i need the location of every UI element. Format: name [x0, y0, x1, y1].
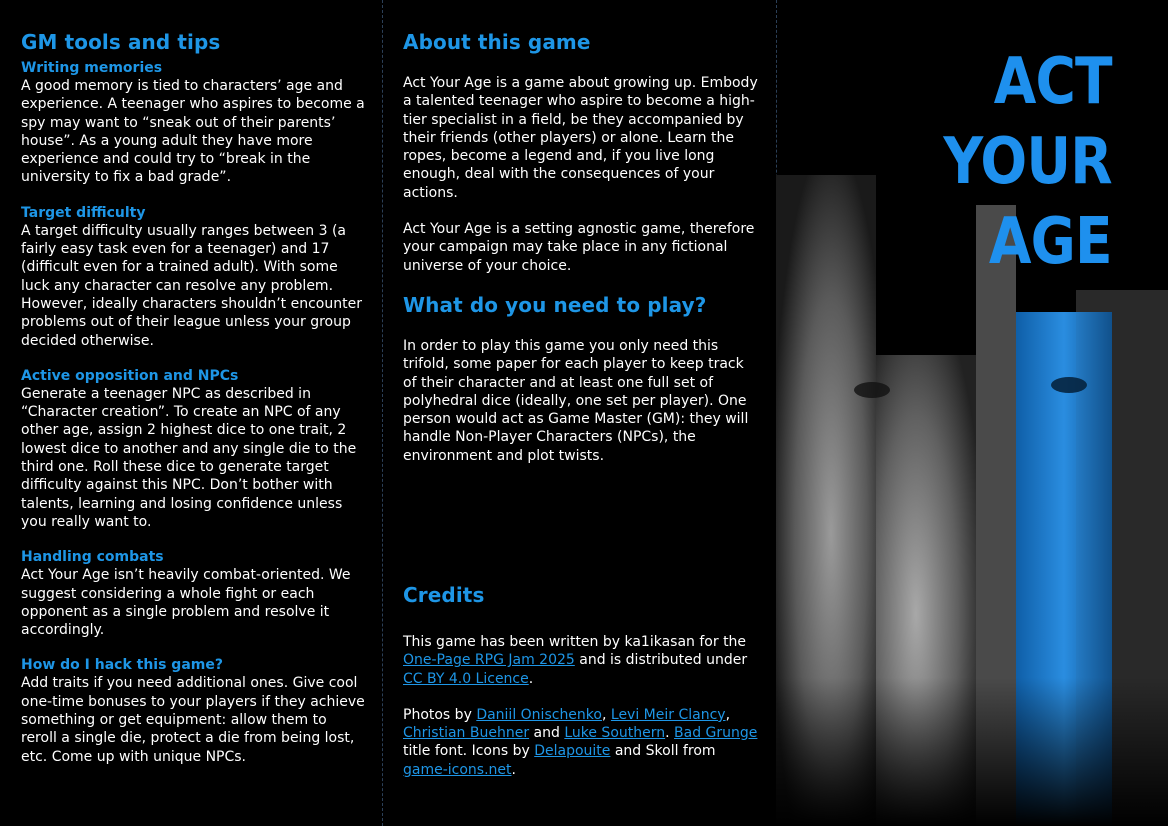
credits-block [403, 633, 759, 779]
credits-title: Credits [403, 583, 485, 607]
about-panel [382, 0, 776, 826]
section-text: Generate a teenager NPC as described in “Character creation”. To create an NPC of any other age, assign 2 highest dice to one trait, 2 lowest dice to another and any single die to the third one. Roll these dice to generate target difficulty against this NPC. Don’t bother with talents, learning and losing confidence unless you really want to. [21, 385, 357, 530]
section-text: Add traits if you need additional ones. Give cool one-time bonuses to your players if they achieve something or get equipment: allow them to reroll a single die, protect a die from being lost, etc. Come up with unique NPCs. [21, 675, 365, 765]
licence-link[interactable]: CC BY 4.0 Licence [403, 670, 529, 687]
photographer-link-onischenko[interactable]: Daniil Onischenko [476, 706, 602, 723]
about-text-1: Act Your Age is a game about growing up. Embody a talented teenager who aspire to become a high-tier specialist in a field, be they accompanied by their friends (other players) or alone. Learn the ropes, become a legend and, if you live long enough, deal with the consequences of your actions. [403, 75, 758, 201]
credits-text-1: This game has been written by ka1ikasan for the One-Page RPG Jam 2025 and is distributed under CC BY 4.0 Licence. [403, 634, 748, 687]
section-heading: Handling combats [21, 549, 164, 566]
photographer-link-buehner[interactable]: Christian Buehner [403, 725, 530, 742]
need-text: In order to play this game you only need this trifold, some paper for each player to keep track of their character and at least one full set of polyhedral dice (ideally, one set per player). One person would act as Game Master (GM): they will handle Non-Player Characters (NPCs), the environment and plot twists. [403, 337, 749, 464]
gm-tools-panel [0, 0, 382, 826]
about-text-2: Act Your Age is a setting agnostic game, therefore your campaign may take place in any fictional universe of your choice. [403, 221, 755, 274]
cover-title-line-2: YOUR [943, 125, 1112, 199]
cover-title-line-1: ACT [994, 45, 1112, 119]
section-heading: Target difficulty [21, 204, 146, 221]
section-text: A target difficulty usually ranges between 3 (a fairly easy task even for a teenager) and 17 (difficult even for a trained adult). With some luck any character can resolve any problem. However, ideally characters shouldn’t encounter problems out of their league unless your group decided otherwise. [21, 222, 362, 349]
section-target-difficulty [21, 205, 382, 350]
icons-link-game-icons[interactable]: game-icons.net [403, 761, 512, 778]
font-link-bad-grunge[interactable]: Bad Grunge [674, 725, 758, 742]
cover-title [944, 42, 1112, 282]
photographer-link-clancy[interactable]: Levi Meir Clancy [610, 706, 726, 723]
need-title: What do you need to play? [403, 292, 707, 317]
section-text: A good memory is tied to characters’ age and experience. A teenager who aspires to become a spy may want to “sneak out of their parents’ house”. As a young adult they have more experience and could try to “break in the university to fix a bad grade”. [21, 78, 365, 186]
section-heading: Writing memories [21, 60, 163, 76]
credits-text-2: Photos by Daniil Onischenko, Levi Meir Clancy, Christian Buehner and Luke Southern. Bad Grunge title font. Icons by Delapouite and Skoll from game-icons.net. [403, 706, 758, 778]
section-hack-game [21, 657, 382, 765]
gm-tools-title: GM tools and tips [21, 30, 221, 54]
section-active-opposition [21, 368, 382, 531]
section-text: Act Your Age isn’t heavily combat-oriented. We suggest considering a whole fight or each opponent as a single problem and resolve it accordingly. [21, 567, 351, 639]
section-heading: Active opposition and NPCs [21, 367, 239, 384]
cover-title-line-3: AGE [989, 205, 1112, 279]
photographer-link-southern[interactable]: Luke Southern [564, 725, 666, 742]
about-title: About this game [403, 30, 591, 54]
jam-link[interactable]: One-Page RPG Jam 2025 [403, 652, 575, 669]
section-handling-combats [21, 549, 382, 639]
icons-link-delapouite[interactable]: Delapouite [534, 743, 611, 760]
section-writing-memories [21, 60, 382, 187]
cover-panel [776, 0, 1168, 826]
section-heading: How do I hack this game? [21, 657, 223, 674]
